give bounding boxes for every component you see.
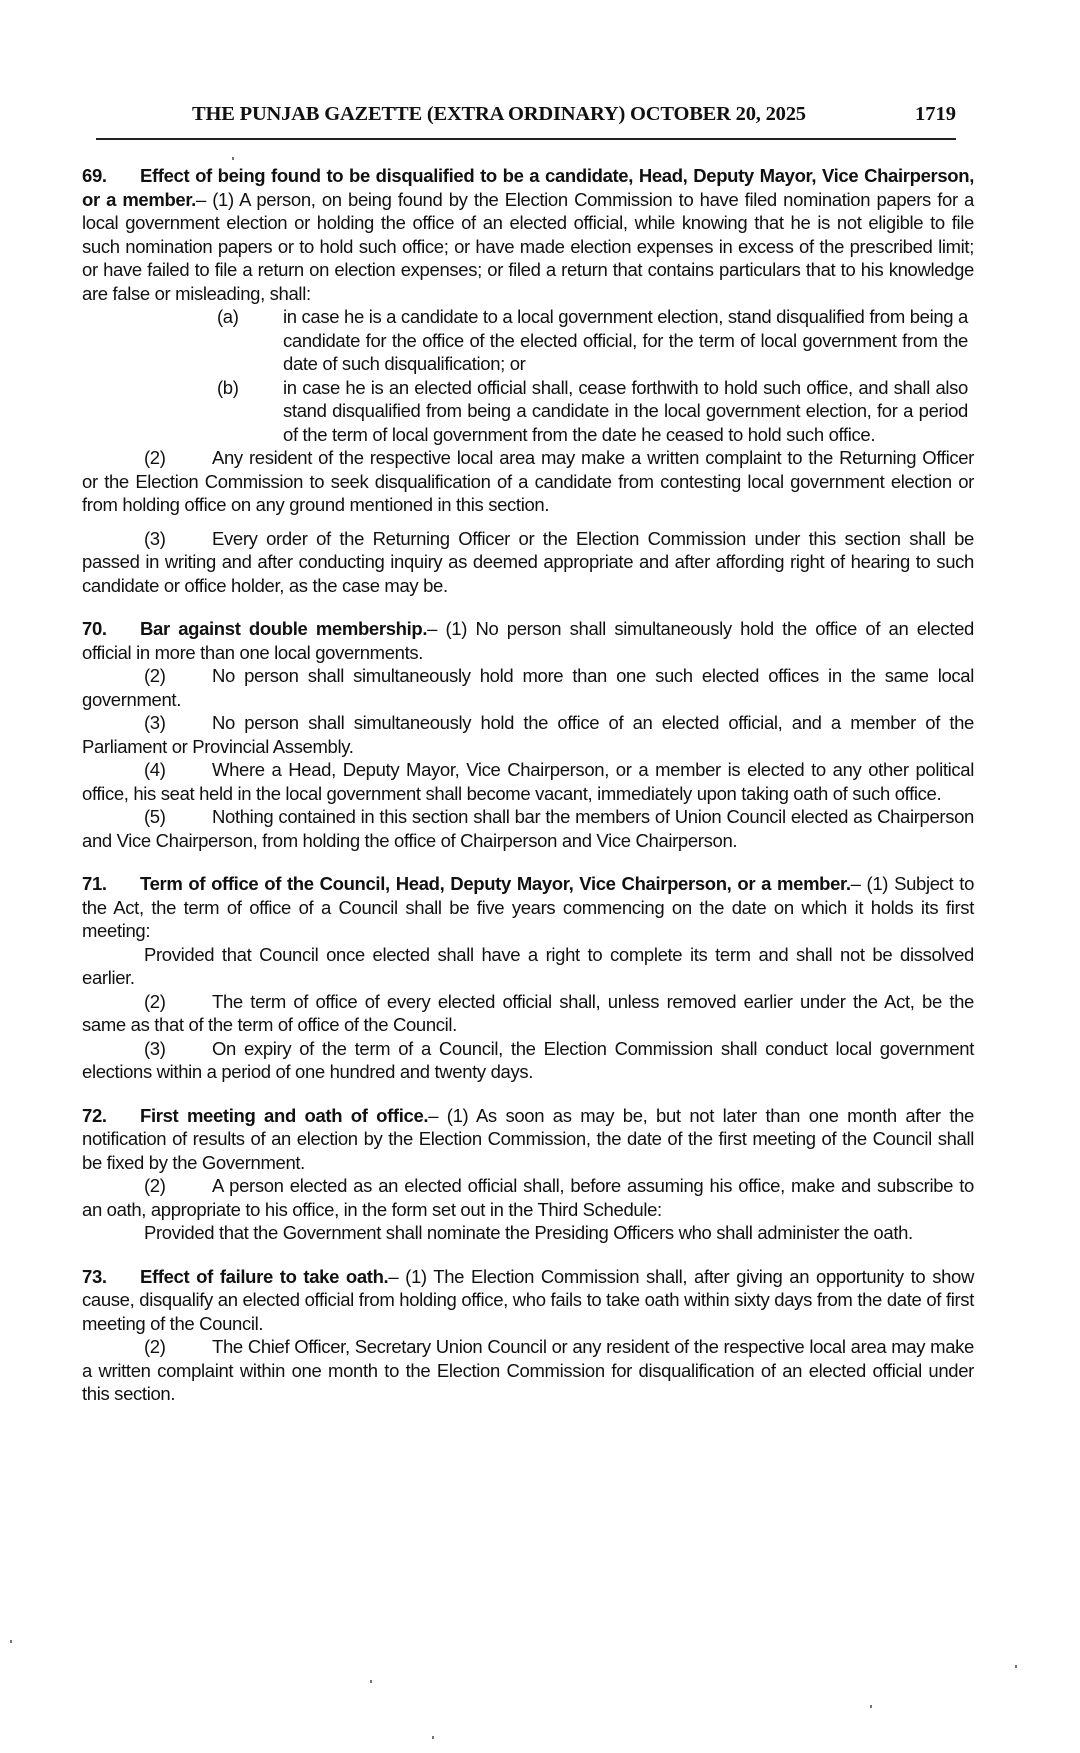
subsection-text: No person shall simultaneously hold more than one such elected offices in the same local government. (82, 665, 974, 710)
subsection-label: – (1) (850, 873, 889, 894)
subsection-text: Nothing contained in this section shall bar the members of Union Council elected as Chairperson and Vice Chairperson, from holding the office of Chairperson and Vice Chairperson. (82, 806, 974, 851)
section-73 (82, 1265, 974, 1406)
subsection-label: (2) (144, 665, 166, 686)
subsection-text: As soon as may be, but not later than one month after the notification of results of an election by the Election Commission, the date of the first meeting of the Council shall be fixed by the Government. (82, 1104, 974, 1173)
subsection-text: Any resident of the respective local area may make a written complaint to the Returning Officer or the Election Commission to seek disqualification of a candidate from contesting local government election or from holding office on any ground mentioned in this section. (82, 447, 974, 515)
subsection-3 (82, 711, 974, 758)
section-70 (82, 617, 974, 852)
subsection-text: No person shall simultaneously hold the office of an elected official in more than one local governments. (82, 618, 974, 663)
subsection-label: (2) (144, 990, 166, 1012)
subsection-3 (82, 1037, 974, 1084)
section-69-para-1 (82, 164, 974, 305)
section-73-para-1 (82, 1265, 974, 1336)
subsection-text: A person, on being found by the Election Commission to have filed nomination papers for a local government election or holding the office of an elected official, while knowing that he is not eligible to file such nomination papers or to hold such office; or have made election expenses in excess of the prescribed limit; or have failed to file a return on election expenses; or filed a return that contains particulars that to his knowledge are false or misleading, shall: (82, 188, 974, 304)
gazette-title: THE PUNJAB GAZETTE (EXTRA ORDINARY) OCTOBER 20, 2025 (192, 103, 806, 125)
section-70-para-1 (82, 617, 974, 664)
subsection-label: – (1) (427, 618, 468, 639)
clause-text: in case he is a candidate to a local government election, stand disqualified from being a candidate for the office of the elected official, for the term of local government from the date of such disqualification; or (283, 306, 968, 374)
proviso: Provided that the Government shall nominate the Presiding Officers who shall administer the oath. (144, 1222, 913, 1243)
subsection-label: (4) (144, 759, 166, 780)
subsection-label: (3) (144, 712, 166, 733)
subsection-text: Subject to the Act, the term of office of a Council shall be five years commencing on the date on which it holds its first meeting: (82, 873, 975, 941)
section-number: 70. (82, 618, 107, 639)
subsection-2 (82, 446, 974, 517)
subsection-5 (82, 805, 974, 852)
subsection-label: (3) (144, 527, 166, 549)
gazette-header (96, 103, 956, 126)
subsection-label: (3) (144, 1037, 166, 1059)
subsection-text: The term of office of every elected official shall, unless removed earlier under the Act, be the same as that of the term of office of the Council. (82, 990, 974, 1035)
subsection-label: – (1) (428, 1104, 469, 1126)
section-number: 73. (82, 1265, 107, 1287)
clause-b (217, 376, 968, 447)
section-heading: Term of office of the Council, Head, Deputy Mayor, Vice Chairperson, or a member. (140, 873, 851, 894)
scan-speck (432, 1736, 434, 1739)
clause-label: (a) (217, 306, 239, 327)
subsection-text: No person shall simultaneously hold the office of an elected official, and a member of the Parliament or Provincial Assembly. (82, 712, 974, 757)
scan-speck (10, 1640, 12, 1643)
subsection-label: (2) (144, 1175, 166, 1196)
section-heading: Bar against double membership. (140, 618, 428, 639)
subsection-label: (5) (144, 806, 166, 827)
subsection-2 (82, 1174, 974, 1221)
document-body (82, 164, 974, 1406)
clause-label: (b) (217, 376, 239, 398)
subsection-label: (2) (144, 447, 166, 468)
subsection-text: The Election Commission shall, after giving an opportunity to show cause, disqualify an elected official from holding office, who fails to take oath within sixty days from the date of first meeting of the Council. (82, 1265, 974, 1334)
subsection-label: (2) (144, 1336, 166, 1357)
section-number: 72. (82, 1104, 107, 1126)
subsection-label: – (1) (195, 188, 234, 210)
subsection-3 (82, 527, 974, 598)
section-heading: First meeting and oath of office. (140, 1104, 429, 1126)
subsection-text: Every order of the Returning Officer or the Election Commission under this section shall be passed in writing and after conducting inquiry as deemed appropriate and after affording right of hearing to such candidate or office holder, as the case may be. (82, 527, 974, 596)
subsection-2 (82, 664, 974, 711)
section-69 (82, 164, 974, 597)
section-72-para-1 (82, 1104, 974, 1175)
clause-text: in case he is an elected official shall, cease forthwith to hold such office, and shall also stand disqualified from being a candidate in the local government election, for a period of the term of local government from the date he ceased to hold such office. (283, 376, 968, 445)
page-number: 1719 (915, 103, 956, 125)
section-heading: Effect of failure to take oath. (140, 1265, 389, 1287)
scan-speck (1015, 1665, 1017, 1668)
subsection-4 (82, 758, 974, 805)
section-number: 71. (82, 873, 107, 894)
scan-speck (232, 157, 234, 160)
subsection-2 (82, 1335, 974, 1406)
subsection-text: On expiry of the term of a Council, the Election Commission shall conduct local government elections within a period of one hundred and twenty days. (82, 1037, 974, 1082)
section-72 (82, 1104, 974, 1245)
subsection-text: The Chief Officer, Secretary Union Council or any resident of the respective local area may make a written complaint within one month to the Election Commission for disqualification of an elected official under this section. (82, 1336, 974, 1404)
header-rule (96, 138, 956, 140)
subsection-text: Where a Head, Deputy Mayor, Vice Chairperson, or a member is elected to any other political office, his seat held in the local government shall become vacant, immediately upon taking oath of such office. (82, 759, 974, 804)
subsection-2 (82, 990, 974, 1037)
clause-a (217, 305, 968, 376)
section-71 (82, 872, 974, 1084)
section-number: 69. (82, 165, 107, 186)
section-71-para-1 (82, 872, 974, 943)
proviso: Provided that Council once elected shall have a right to complete its term and shall not be dissolved earlier. (82, 943, 974, 988)
scan-speck (870, 1705, 872, 1708)
subsection-label: – (1) (388, 1265, 427, 1287)
scan-speck (370, 1680, 372, 1683)
section-heading: Effect of being found to be disqualified to be a candidate, Head, Deputy Mayor, Vice Chairperson, or a member. (82, 165, 974, 210)
subsection-text: A person elected as an elected official shall, before assuming his office, make and subscribe to an oath, appropriate to his office, in the form set out in the Third Schedule: (82, 1175, 974, 1220)
